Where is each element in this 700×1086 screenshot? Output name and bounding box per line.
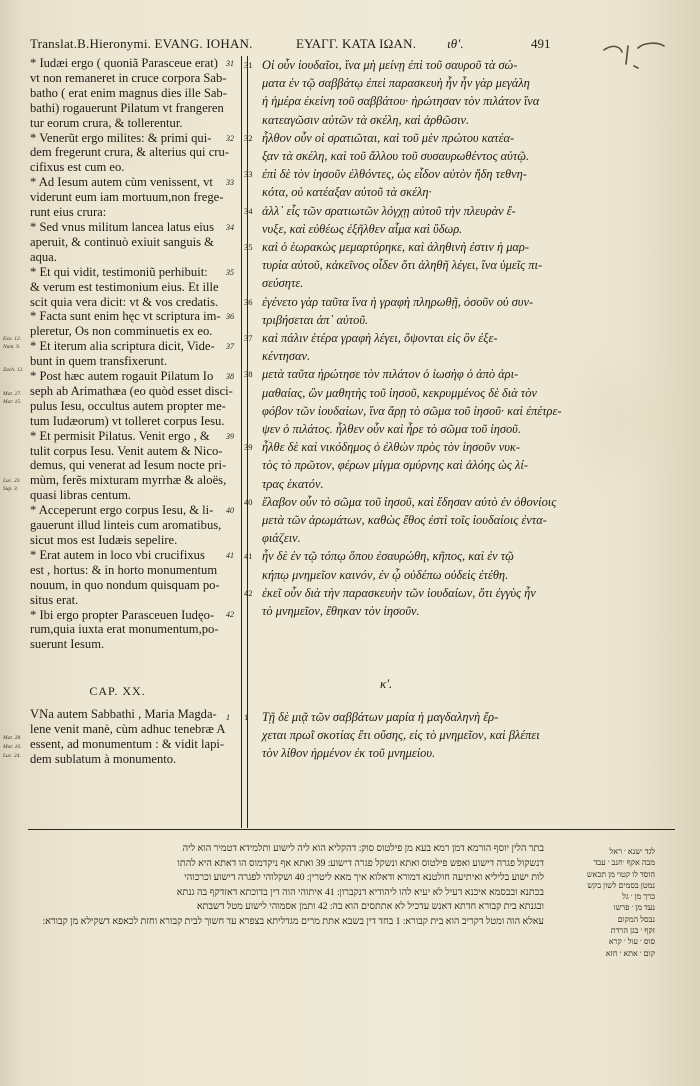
latin-line: * Et permisit Pilatus. Venit ergo , & <box>30 428 210 443</box>
greek-line-text: κήπῳ μνημεῖον καινόν, ἐν ᾧ οὐδέπω οὐδεὶς ἐτέθη. <box>262 567 509 582</box>
hebrew-margin-gloss: קום ׳ אתא ׳ חזא <box>605 948 655 958</box>
greek-line <box>244 202 572 220</box>
latin-line: * Erat autem in loco vbi crucifixus <box>30 547 205 562</box>
latin-line: mùm, ferẽs mixturam myrrhæ & aloës, <box>30 473 227 488</box>
latin-line: dem fregerunt crura, & alterius qui cru- <box>30 145 229 160</box>
running-head-greek: ΕΥΑΓΓ. ΚΑΤΑ ΙΩΑΝ. <box>296 36 417 51</box>
latin-line: * Ibi ergo propter Parasceuen Iudęo- <box>30 607 215 622</box>
latin-line: * Et iterum alia scriptura dicit, Vide- <box>30 339 215 354</box>
greek-line-text: Τῇ δὲ μιᾷ τῶν σαββάτων μαρία ἡ μαγδαληνὴ ἔρ- <box>262 710 499 724</box>
latin-verse-number: 41 <box>226 550 234 560</box>
latin-chapter-20 <box>30 707 240 767</box>
hebrew-section-rule <box>28 829 675 830</box>
latin-line: * Acceperunt ergo corpus Iesu, & li- <box>30 503 214 518</box>
greek-line-text: ματα ἐν τῷ σαββάτῳ ἐπεὶ παρασκευὴ ἦν ἦν γὰρ μεγάλη <box>262 76 530 91</box>
greek-line <box>244 584 572 602</box>
latin-line: sicut mos est Iudæis sepelire. <box>30 533 178 547</box>
hebrew-margin-gloss: נעד מן ׳ פרשו <box>613 903 655 913</box>
latin-verse-number: 34 <box>226 222 234 232</box>
latin-line: batho ( erat enim magnus dies ille Sab- <box>30 85 227 100</box>
greek-line-text: κατεαγῶσιν αὐτῶν τὰ σκέλη, καὶ ἀρθῶσιν. <box>262 112 470 127</box>
latin-line: aperuit, & continuò exiuit sanguis & <box>30 234 214 249</box>
greek-line-text: τὸν λίθον ἠρμένον ἐκ τοῦ μνημείου. <box>262 746 436 761</box>
greek-verse-number: 38 <box>244 369 253 380</box>
column-rule-left <box>241 56 242 828</box>
greek-line-text: ἦλθε δὲ καὶ νικόδημος ὁ ἐλθὼν πρὸς τὸν ἰησοῦν νυκ- <box>262 440 520 455</box>
greek-line-text: καὶ πάλιν ἑτέρα γραφὴ λέγει, ὄψονται εἰς ὃν ἐξε- <box>262 331 498 346</box>
greek-verse-number: 36 <box>244 296 253 307</box>
margin-note: Num. 9. <box>3 344 21 350</box>
greek-line-text: ἀλλ᾽ εἷς τῶν σρατιωτῶν λόγχῃ αὐτοῦ τὴν πλευρὰν ἔ- <box>262 203 516 218</box>
greek-line <box>262 475 572 493</box>
latin-verse-number: 39 <box>226 431 234 441</box>
paper-stain <box>560 340 680 500</box>
latin-line: suerunt Iesum. <box>30 637 105 652</box>
greek-verse-number: 33 <box>244 169 253 180</box>
latin-line: bathi) rogauerunt Pilatum vt frangeren <box>30 100 224 115</box>
greek-line-text: τὸς τὸ πρῶτον, φέρων μίγμα σμύρνης καὶ ἀλόης ὡς λί- <box>262 458 528 473</box>
greek-line-text: νυξε, καὶ εὐθέως ἐξῆλθεν αἷμα καὶ ὕδωρ. <box>262 221 463 236</box>
hebrew-margin-gloss: מבה אקף ׳חנב ׳ עבד <box>593 858 655 868</box>
chapter-marker: ιθ'. <box>447 36 464 51</box>
greek-line <box>244 293 572 311</box>
greek-line <box>262 529 572 547</box>
latin-chapter-heading: CAP. XX. <box>89 684 146 698</box>
latin-line: tulit corpus Iesu. Venit autem & Nico- <box>30 443 223 458</box>
latin-verse-number: 40 <box>226 506 234 515</box>
hebrew-margin-gloss: נמטן בסמים לשון בקש <box>587 880 655 890</box>
greek-line <box>262 402 572 420</box>
hebrew-margin-gloss: נבסל המקום <box>617 914 655 924</box>
greek-line <box>262 744 540 762</box>
greek-verse-number: 42 <box>244 587 253 598</box>
hebrew-text-block <box>28 842 544 930</box>
greek-line-text: ἔλαβον οὖν τὸ σῶμα τοῦ ἰησοῦ, καὶ ἔδησαν αὐτὸ ἐν ὀθονίοις <box>262 494 557 509</box>
page-number: 491 <box>531 36 551 51</box>
latin-column <box>30 56 235 652</box>
greek-line-text: ἐκεῖ οὖν διὰ τὴν παρασκευὴν τῶν ἰουδαίων, ὅτι ἐγγὺς ἦν <box>262 585 536 600</box>
greek-line <box>262 274 572 292</box>
greek-line-text: τὸ μνημεῖον, ἔθηκαν τὸν ἰησοῦν. <box>262 604 420 619</box>
greek-line-text: σεύσητε. <box>262 276 304 291</box>
greek-line <box>262 347 572 365</box>
latin-verse-number: 42 <box>226 610 234 620</box>
hebrew-margin-gloss: כרך מן ׳ גל <box>622 892 655 902</box>
latin-line: pulus Iesu, occultus autem propter me- <box>30 398 226 413</box>
greek-line <box>244 365 572 383</box>
latin-line: rum,quia iuxta erat monumentum,po- <box>30 622 219 637</box>
latin-line: scit quia vera dicit: vt & vos credatis. <box>30 294 219 309</box>
greek-line-text: φιάζειν. <box>262 531 301 546</box>
margin-note: Mar. 16. <box>3 744 22 750</box>
greek-line <box>244 129 572 147</box>
latin-line: * Et qui vidit, testimoniũ perhibuit: <box>30 264 208 279</box>
greek-verse-number: 39 <box>244 442 253 453</box>
greek-verse-number: 32 <box>244 132 253 143</box>
greek-line-text: ἡ ἡμέρα ἐκείνη τοῦ σαββάτου· ἠρώτησαν τὸν πιλάτον ἵνα <box>262 94 540 109</box>
hebrew-margin-gloss: הוסד לו קטוי מן תכאש <box>586 869 655 879</box>
greek-line-text: ἦν δὲ ἐν τῷ τόπῳ ὅπου ἐσαυρώθη, κῆπος, καὶ ἐν τῷ <box>262 549 514 564</box>
latin-line: & verum est testimonium eius. Et ille <box>30 279 219 294</box>
greek-line-text: τυρία αὐτοῦ, κἀκεῖνος οἶδεν ὅτι ἀληθῆ λέγει, ἵνα ὑμεῖς πι- <box>262 258 543 273</box>
latin-line: * Facta sunt enim hęc vt scriptura im- <box>30 309 221 324</box>
latin-verse-number: 35 <box>226 267 234 277</box>
greek-line <box>262 220 572 238</box>
greek-verse-number: 1 <box>244 712 249 722</box>
hebrew-line: דנשקול פגרה דישוע ואפש פילטוס ואתא ונשקל פגרה דישוע ׃ 39 ואתא אף ניקדמוס הו דאתא היא להתו <box>177 857 544 869</box>
latin-line: gauerunt illud linteis cum aromatibus, <box>30 518 222 533</box>
latin-line: * Sed vnus militum lancea latus eius <box>30 219 214 234</box>
greek-line <box>262 74 572 92</box>
hebrew-line: לות ישוע בליליא ואיתיעה חולטנא דמורא ודאלוא איך מאא ליטרין ׃ 40 ושקלוהי לפגרה דישוע וכרכוהי <box>184 872 544 884</box>
latin-line: vt non remaneret in cruce corpora Sab- <box>30 70 227 85</box>
latin-verse-number: 1 <box>226 713 230 722</box>
latin-line: * Iudæi ergo ( quoniã Parasceue erat) <box>30 56 218 70</box>
latin-line: est , hortus: & in horto monumentum <box>30 562 218 577</box>
greek-line <box>244 165 572 183</box>
hebrew-line: עאלא הוה ומטל דקריב הוא בית קבורא ׃ 1 בחד דין בשבא אתת מרים מגדליתא בצפרא עד חשוך לבית קבורא וחזת לכאפא דשקילא מן קבורא ׃ <box>42 915 544 927</box>
greek-line-text: ἐπὶ δὲ τὸν ἰησοῦν ἐλθόντες, ὡς εἶδον αὐτὸν ἤδη τεθνη- <box>262 167 527 182</box>
greek-line-text: Οἱ οὖν ἰουδαῖοι, ἵνα μὴ μείνῃ ἐπὶ τοῦ σαυροῦ τὰ σώ- <box>262 58 518 72</box>
greek-verse-number: 35 <box>244 242 253 253</box>
greek-line <box>262 147 572 165</box>
margin-note: Mat. 28. <box>3 735 22 741</box>
latin-line: essent, ad monumentum : & vidit lapi- <box>30 736 225 751</box>
greek-chapter-heading: κ'. <box>380 676 393 691</box>
latin-line: seph ab Arimathæa (eo quòd esset disci- <box>30 383 233 398</box>
greek-verse-number: 40 <box>244 496 253 507</box>
greek-line <box>262 566 572 584</box>
greek-line-text: ἦλθον οὖν οἱ σρατιῶται, καὶ τοῦ μὲν πρώτου κατέα- <box>262 130 515 145</box>
latin-line: tur eorum crura, & tollerentur. <box>30 115 183 130</box>
hebrew-margin-gloss: סוס ׳ עול ׳ קרא <box>608 937 655 947</box>
greek-column <box>244 56 572 620</box>
latin-verse-number: 36 <box>226 312 234 322</box>
latin-verse-number: 32 <box>226 133 234 143</box>
greek-line <box>262 511 572 529</box>
latin-verse-number: 38 <box>226 371 234 381</box>
greek-line <box>262 384 572 402</box>
greek-verse-number: 37 <box>244 333 253 344</box>
latin-line: bunt in quem transfixerunt. <box>30 354 168 369</box>
latin-line: * Venerũt ergo milites: & primi qui- <box>30 130 212 145</box>
latin-verse-number: 31 <box>226 59 234 68</box>
hebrew-margin-gloss: לגד ׳שנא ׳ ראל <box>609 847 655 856</box>
latin-line: * Ad Iesum autem cùm venissent, vt <box>30 175 213 190</box>
greek-line <box>262 311 572 329</box>
greek-verse-number: 34 <box>244 205 253 216</box>
greek-line-text: φόβον τῶν ἰουδαίων, ἵνα ἄρῃ τὸ σῶμα τοῦ ἰησοῦ· καὶ ἐπέτρε- <box>262 403 562 418</box>
greek-line-text: ψεν ὁ πιλάτος. ἦλθεν οὖν καὶ ἦρε τὸ σῶμα τοῦ ἰησοῦ. <box>262 422 521 437</box>
greek-line-text: μετὰ ταῦτα ἠρώτησε τὸν πιλάτον ὁ ἰωσὴφ ὁ ἀπὸ ἀρι- <box>262 367 519 382</box>
greek-line <box>262 111 572 129</box>
latin-line: viderunt eum iam mortuum,non frege- <box>30 190 224 205</box>
handwritten-mark-icon <box>598 40 668 76</box>
hebrew-line: ובגנתא בית קבורא חדתא דאנש עדכיל לא אתתסים הוא בה ׃ 42 ותמן אסמוהי לישוע מטל דשבתא <box>196 901 544 913</box>
hebrew-margin-gloss: זקף ׳ בגן הרדת <box>610 926 655 936</box>
greek-line <box>244 238 572 256</box>
greek-verse-number: 31 <box>244 60 253 70</box>
greek-line-text: χεται πρωῒ σκοτίας ἔτι οὔσης, εἰς τὸ μνημεῖον, καὶ βλέπει <box>262 728 540 743</box>
latin-verse-number: 33 <box>226 178 234 188</box>
latin-verse-number: 37 <box>226 342 234 352</box>
greek-line-text: μετὰ τῶν ἀρωμάτων, καθὼς ἔθος ἐστὶ τοῖς ἰουδαίοις ἐντα- <box>262 513 547 528</box>
greek-chapter-20 <box>244 708 540 763</box>
latin-line: aqua. <box>30 249 57 264</box>
margin-note: Mar. 15. <box>3 399 22 405</box>
greek-line <box>244 493 572 511</box>
greek-line <box>244 438 572 456</box>
greek-line <box>262 183 572 201</box>
greek-verse-number: 41 <box>244 551 253 562</box>
margin-note: Zach. 12. <box>3 367 24 373</box>
greek-line <box>244 329 572 347</box>
latin-line: dem sublatum à monumento. <box>30 751 177 766</box>
greek-line <box>262 726 540 744</box>
hebrew-margin-glosses <box>555 846 655 959</box>
latin-line: pleretur, Os non comminuetis ex eo. <box>30 324 213 339</box>
latin-line: situs erat. <box>30 592 79 607</box>
greek-line <box>244 708 540 726</box>
greek-line <box>262 602 572 620</box>
greek-line-text: ξαν τὰ σκέλη, καὶ τοῦ ἄλλου τοῦ συσαυρωθέντος αὐτῷ. <box>262 149 530 164</box>
greek-line <box>262 420 572 438</box>
latin-line: tum Iudæorum) vt tolleret corpus Iesu. <box>30 413 225 428</box>
hebrew-line: בתר הלין יוסף הורמא דמן רמא בעא מן פילטוס סוק ׃ דהקליא הוא ליה לישוע ותלמידא דטמיר הוא ליה <box>182 843 544 854</box>
greek-line-text: μαθαίας, ὢν μαθητὴς τοῦ ἰησοῦ, κεκρυμμένος δὲ διὰ τὸν <box>262 385 537 400</box>
latin-line: * Post hæc autem rogauit Pilatum Io <box>30 369 214 384</box>
greek-line <box>244 547 572 565</box>
latin-line: VNa autem Sabbathi , Maria Magda- <box>30 707 217 721</box>
greek-line-text: τρας ἑκατόν. <box>262 476 324 491</box>
margin-note: Sup. 3. <box>3 486 19 492</box>
margin-note: Exo. 12. <box>3 336 22 342</box>
margin-note: Mat. 27. <box>3 391 22 397</box>
greek-line <box>262 456 572 474</box>
margin-note: Luc. 23. <box>3 478 21 484</box>
greek-line-text: καὶ ὁ ἑωρακὼς μεμαρτύρηκε, καὶ ἀληθινὴ ἐστιν ἡ μαρ- <box>262 240 529 255</box>
hebrew-line: בכתנא ובבסמא איכנא דעיל לא יעיא להו ליהודיא דנקברון ׃ 41 איתוהי הוה דין בדוכתא דאזדקף בה גנתא <box>176 886 544 898</box>
running-head-latin: Translat.B.Hieronymi. EVANG. IOHAN. <box>30 36 253 51</box>
latin-line: demus, qui venerat ad Iesum nocte pri- <box>30 458 227 473</box>
greek-line-text: κέντησαν. <box>262 349 311 364</box>
latin-line: runt eius crura: <box>30 205 107 220</box>
greek-line <box>262 256 572 274</box>
latin-line: lene venit manè, cùm adhuc tenebræ A <box>30 721 226 736</box>
greek-line <box>262 92 572 110</box>
greek-line-text: τριβήσεται ἀπ᾽ αὐτοῦ. <box>262 312 369 327</box>
greek-line-text: ἐγένετο γὰρ ταῦτα ἵνα ἡ γραφὴ πληρωθῇ, ὀσοῦν οὐ συν- <box>262 294 534 309</box>
greek-line <box>244 56 572 74</box>
greek-line-text: κότα, οὐ κατέαξαν αὐτοῦ τὰ σκέλη· <box>262 185 432 200</box>
latin-line: cifixus est cum eo. <box>30 160 125 175</box>
margin-note: Luc. 24. <box>3 753 21 759</box>
latin-line: nouum, in quo nondum quisquam po- <box>30 577 220 592</box>
latin-line: quasi libras centum. <box>30 488 132 503</box>
